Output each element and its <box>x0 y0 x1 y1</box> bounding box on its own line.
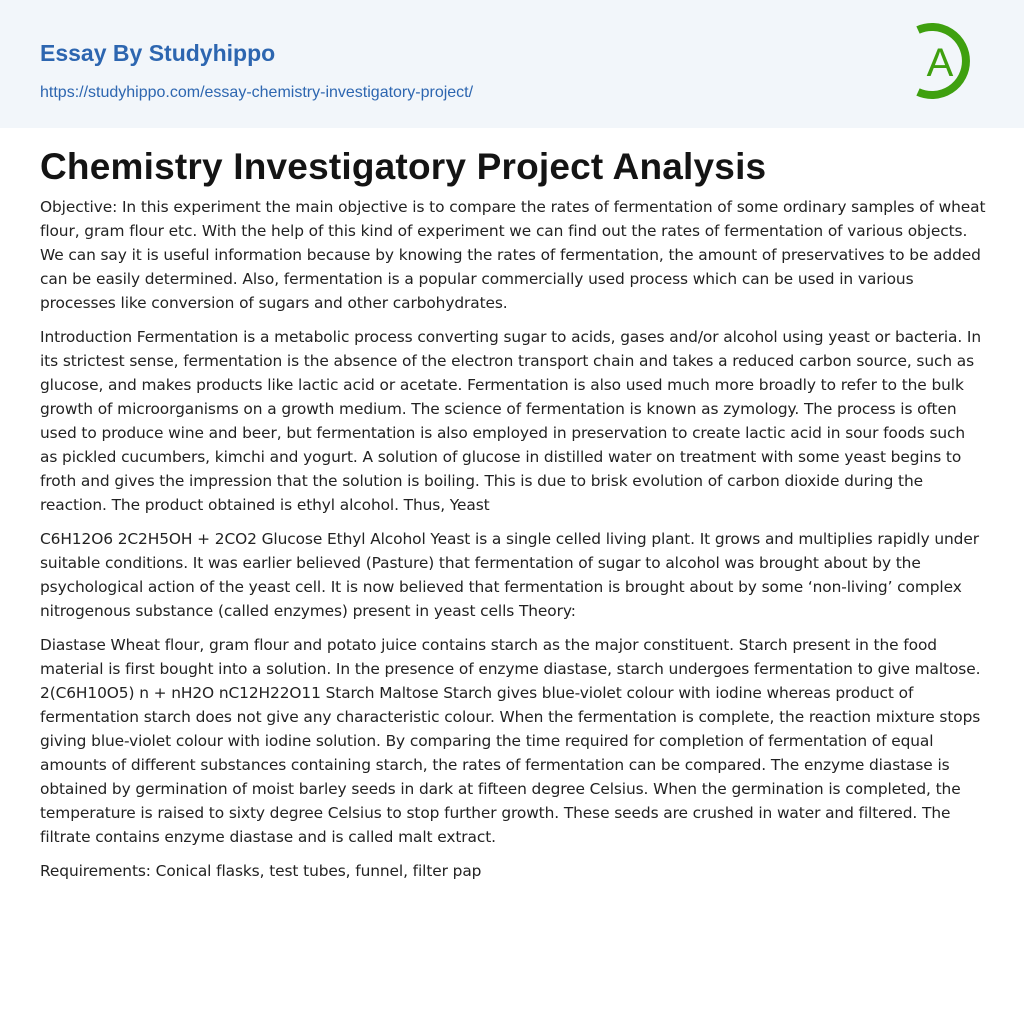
studyhippo-logo-icon[interactable] <box>910 18 986 104</box>
paragraph-yeast: C6H12O6 2C2H5OH + 2CO2 Glucose Ethyl Alcohol Yeast is a single celled living plant. It grows and multiplies rapidly under suitable conditions. It was earlier believed (Pasture) that fermentation of sugar to alcohol was brought about by the psychological action of the yeast cell. It is now believed that fermentation is brought about by some ‘non-living’ complex nitrogenous substance (called enzymes) present in yeast cells Theory: <box>40 530 979 620</box>
paragraph-introduction: Introduction Fermentation is a metabolic process converting sugar to acids, gases and/or alcohol using yeast or bacteria. In its strictest sense, fermentation is the absence of the electron transport chain and takes a reduced carbon source, such as glucose, and makes products like lactic acid or acetate. Fermentation is also used much more broadly to refer to the bulk growth of microorganisms on a growth medium. The science of fermentation is known as zymology. The process is often used to produce wine and beer, but fermentation is also employed in preservation to create lactic acid in sour foods such as pickled cucumbers, kimchi and yogurt. A solution of glucose in distilled water on treatment with some yeast begins to froth and gives the impression that the solution is boiling. This is due to brisk evolution of carbon dioxide during the reaction. The product obtained is ethyl alcohol. Thus, Yeast <box>40 328 982 514</box>
paragraph-requirements: Requirements: Conical flasks, test tubes, funnel, filter pap <box>40 862 482 880</box>
page-title: Chemistry Investigatory Project Analysis <box>40 146 767 187</box>
paragraph-diastase: Diastase Wheat flour, gram flour and potato juice contains starch as the major constituent. Starch present in the food material is first bought into a solution. In the presence of enzyme diastase, starch undergoes fermentation to give maltose. 2(C6H10O5) n + nH2O nC12H22O11 Starch Maltose Starch gives blue-violet colour with iodine whereas product of fermentation starch does not give any characteristic colour. When the fermentation is complete, the reaction mixture stops giving blue-violet colour with iodine solution. By comparing the time required for completion of fermentation of equal amounts of different substances containing starch, the rates of fermentation can be compared. The enzyme diastase is obtained by germination of moist barley seeds in dark at fifteen degree Celsius. When the germination is completed, the temperature is raised to sixty degree Celsius to stop further growth. These seeds are crushed in water and filtered. The filtrate contains enzyme diastase and is called malt extract. <box>40 636 981 846</box>
paragraph-objective: Objective: In this experiment the main objective is to compare the rates of fermentation of some ordinary samples of wheat flour, gram flour etc. With the help of this kind of experiment we can find out the rates of fermentation of various objects. We can say it is useful information because by knowing the rates of fermentation, the amount of preservatives to be added can be easily determined. Also, fermentation is a popular commercially used process which can be used in various processes like conversion of sugars and other carbohydrates. <box>40 198 986 312</box>
essay-url-link[interactable]: https://studyhippo.com/essay-chemistry-investigatory-project/ <box>40 84 474 101</box>
logo-letter: A <box>926 41 954 85</box>
site-brand[interactable]: Essay By Studyhippo <box>40 40 276 66</box>
article-body <box>40 195 986 893</box>
site-header <box>0 0 1024 128</box>
